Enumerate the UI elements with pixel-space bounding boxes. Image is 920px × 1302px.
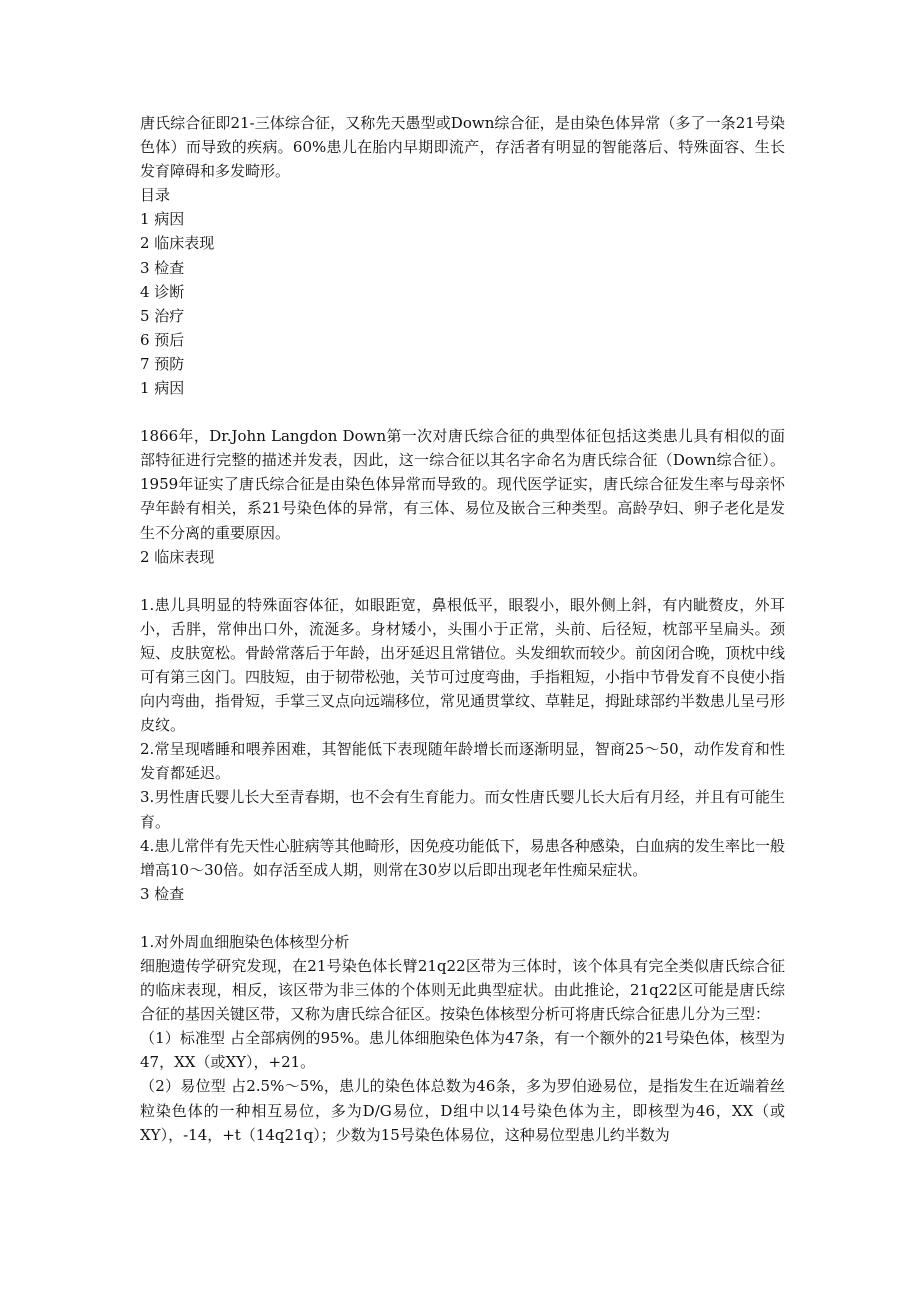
clinical-paragraph: 2.常呈现嗜睡和喂养困难，其智能低下表现随年龄增长而逐渐明显，智商25～50，动作发育和性发育都延迟。 (140, 740, 785, 783)
exam-subheading: 1.对外周血细胞染色体核型分析 (140, 932, 350, 951)
toc-item[interactable]: 6 预后 (140, 330, 185, 349)
exam-paragraph: 细胞遗传学研究发现，在21号染色体长臂21q22区带为三体时，该个体具有完全类似唐氏综合征的临床表现，相反，该区带为非三体的个体则无此典型症状。由此推论，21q22区可能是唐氏综合征的基因关键区带，又称为唐氏综合征区。按染色体核型分析可将唐氏综合征患儿分为三型： (140, 957, 785, 1024)
toc-item[interactable]: 3 检查 (140, 258, 185, 277)
section-heading-etiology: 1 病因 (140, 379, 185, 398)
section-heading-exam: 3 检查 (140, 884, 185, 903)
spacer (140, 569, 785, 593)
spacer (140, 400, 785, 424)
toc-item[interactable]: 7 预防 (140, 354, 185, 373)
exam-paragraph: （1）标准型 占全部病例的95%。患儿体细胞染色体为47条，有一个额外的21号染色体，核型为47，XX（或XY），+21。 (140, 1029, 785, 1072)
document-page (140, 111, 785, 1147)
etiology-paragraph: 1866年，Dr.John Langdon Down第一次对唐氏综合征的典型体征包括这类患儿具有相似的面部特征进行完整的描述并发表，因此，这一综合征以其名字命名为唐氏综合征（Down综合征）。 1959年证实了唐氏综合征是由染色体异常而导致的。现代医学证实，唐氏综合征发生率与母亲怀孕年龄有相关，系21号染色体的异常，有三体、易位及嵌合三种类型。高龄孕妇、卵子老化是发生不分离的重要原因。 (140, 427, 785, 542)
toc-item[interactable]: 2 临床表现 (140, 234, 215, 253)
toc-item[interactable]: 5 治疗 (140, 306, 185, 325)
table-of-contents (140, 207, 785, 376)
section-heading-clinical: 2 临床表现 (140, 547, 215, 566)
toc-item[interactable]: 4 诊断 (140, 282, 185, 301)
clinical-paragraph: 3.男性唐氏婴儿长大至青春期，也不会有生育能力。而女性唐氏婴儿长大后有月经，并且有可能生育。 (140, 788, 785, 831)
clinical-paragraph: 1.患儿具明显的特殊面容体征，如眼距宽，鼻根低平，眼裂小，眼外侧上斜，有内眦赘皮，外耳小，舌胖，常伸出口外，流涎多。身材矮小，头围小于正常，头前、后径短，枕部平呈扁头。颈短、皮肤宽松。骨龄常落后于年龄，出牙延迟且常错位。头发细软而较少。前囟闭合晚，顶枕中线可有第三囟门。四肢短，由于韧带松弛，关节可过度弯曲，手指粗短，小指中节骨发育不良使小指向内弯曲，指骨短，手掌三叉点向远端移位，常见通贯掌纹、草鞋足，拇趾球部约半数患儿呈弓形皮纹。 (140, 595, 786, 735)
intro-paragraph: 唐氏综合征即21-三体综合征，又称先天愚型或Down综合征，是由染色体异常（多了一条21号染色体）而导致的疾病。60%患儿在胎内早期即流产，存活者有明显的智能落后、特殊面容、生长发育障碍和多发畸形。 (140, 114, 785, 181)
exam-paragraph: （2）易位型 占2.5%～5%，患儿的染色体总数为46条，多为罗伯逊易位，是指发生在近端着丝粒染色体的一种相互易位，多为D/G易位，D组中以14号染色体为主，即核型为46，XX（或XY），-14，+t（14q21q）；少数为15号染色体易位，这种易位型患儿约半数为 (140, 1077, 785, 1144)
toc-item[interactable]: 1 病因 (140, 210, 185, 229)
spacer (140, 906, 785, 930)
clinical-paragraph: 4.患儿常伴有先天性心脏病等其他畸形，因免疫功能低下，易患各种感染，白血病的发生率比一般增高10～30倍。如存活至成人期，则常在30岁以后即出现老年性痴呆症状。 (140, 836, 785, 879)
toc-title: 目录 (140, 186, 171, 205)
